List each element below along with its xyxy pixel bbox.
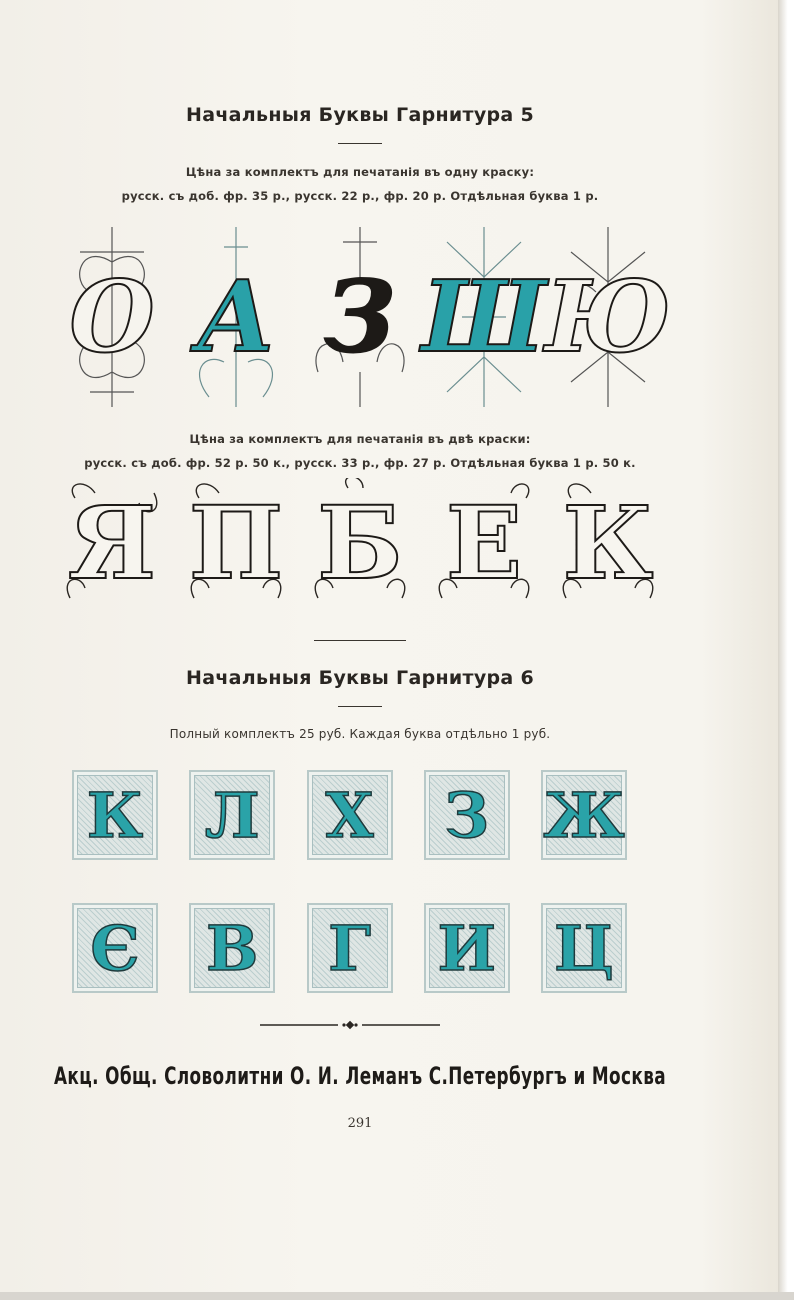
initial-letter: Ж (543, 778, 625, 852)
tile-letter (424, 903, 510, 993)
price-one-color-line1: Цѣна за комплектъ для печатанія въ одну краску: (185, 165, 535, 179)
ornate-letter (60, 222, 164, 412)
initial-letter: К (86, 778, 144, 852)
initial-letter: П (188, 484, 284, 602)
initial-letter: З (444, 778, 490, 852)
initial-letter: Л (204, 778, 260, 852)
tile-letter (189, 903, 275, 993)
ornate-letter (421, 222, 547, 412)
section-divider (314, 640, 406, 641)
tile-letter (189, 770, 275, 860)
initial-letter: Ю (544, 259, 672, 375)
tile-letters-row1 (72, 770, 627, 860)
page-number: 291 (347, 1116, 373, 1131)
tile-letter (307, 770, 393, 860)
initial-letter: Б (317, 484, 403, 602)
ornate-letter (544, 222, 672, 412)
page-edge (778, 0, 794, 1300)
section5-title: Начальныя Буквы Гарнитура 5 (186, 104, 534, 126)
tile-letter (72, 903, 158, 993)
ornamental-rule (260, 1018, 440, 1032)
ornate-letter (432, 478, 536, 608)
initial-letter: И (437, 911, 497, 985)
initial-letter: Х (325, 778, 374, 852)
price-two-color-line2: русск. съ доб. фр. 52 р. 50 к., русск. 33 р., фр. 27 р. Отдѣльная буква 1 р. 50 к. (84, 456, 636, 470)
initial-letter: Ц (554, 911, 614, 985)
initial-letter: Я (67, 484, 157, 602)
tile-letter (72, 770, 158, 860)
price-two-color-line1: Цѣна за комплектъ для печатанія въ двѣ краски: (189, 432, 531, 446)
initial-letter: О (69, 259, 155, 375)
ornate-letter (60, 478, 164, 608)
tile-letter (307, 903, 393, 993)
initial-letter: Є (90, 911, 140, 985)
initial-letter: Ш (421, 259, 547, 375)
initial-letter: Е (445, 484, 523, 602)
initial-letter: З (324, 259, 396, 375)
initial-letter: А (196, 259, 276, 375)
ornate-letter (556, 478, 660, 608)
section6-price-line: Полный комплектъ 25 руб. Каждая буква отдѣльно 1 руб. (169, 727, 551, 741)
ornate-letter (308, 478, 412, 608)
price-one-color-line2: русск. съ доб. фр. 35 р., русск. 22 р., фр. 20 р. Отдѣльная буква 1 р. (121, 189, 599, 203)
page-bottom-edge (0, 1292, 794, 1300)
ornate-letter (308, 222, 412, 412)
title-underline (338, 706, 382, 707)
tile-letter (541, 770, 627, 860)
publisher-imprint: Акц. Общ. Словолитни О. И. Леманъ С.Петербургъ и Москва (53, 1062, 667, 1090)
title-underline (338, 143, 382, 144)
initial-letter: Г (328, 911, 371, 985)
tile-letter (424, 770, 510, 860)
ornate-letter (184, 478, 288, 608)
tile-letter (541, 903, 627, 993)
initial-letter: В (206, 911, 259, 985)
ornate-letter (184, 222, 288, 412)
ornate-letters-row2 (60, 478, 660, 608)
ornate-letters-row1 (60, 222, 672, 412)
tile-letters-row2 (72, 903, 627, 993)
initial-letter: К (562, 484, 654, 602)
section6-title: Начальныя Буквы Гарнитура 6 (186, 667, 534, 689)
